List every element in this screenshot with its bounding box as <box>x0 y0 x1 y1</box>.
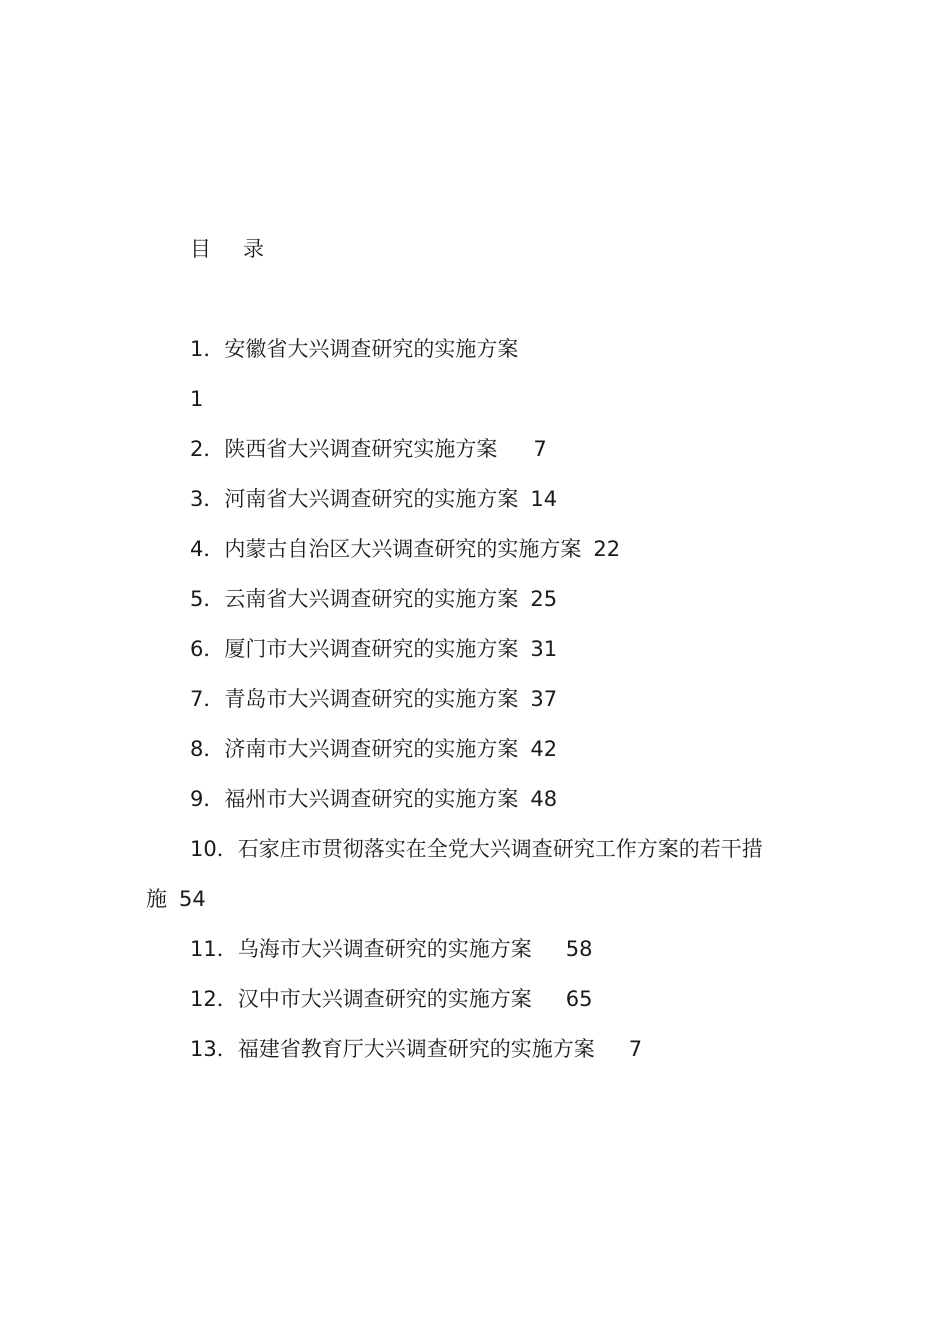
toc-entry-1[interactable] <box>190 334 518 364</box>
toc-entry-page: 25 <box>530 587 558 611</box>
toc-entry-page: 58 <box>565 937 593 961</box>
toc-entry-number: 8． <box>190 737 225 761</box>
toc-entry-title: 青岛市大兴调查研究的实施方案 <box>224 687 519 711</box>
toc-entry-page: 7 <box>628 1037 643 1061</box>
toc-entry-page: 14 <box>530 487 558 511</box>
toc-entry-number: 4． <box>190 537 225 561</box>
toc-entry-page: 1 <box>190 387 204 411</box>
toc-entry-title: 汉中市大兴调查研究的实施方案 <box>237 987 532 1011</box>
toc-entry-title: 安徽省大兴调查研究的实施方案 <box>224 337 519 361</box>
toc-entry-title: 福州市大兴调查研究的实施方案 <box>224 787 519 811</box>
toc-heading-left: 目 <box>190 237 211 261</box>
toc-entry-title: 福建省教育厅大兴调查研究的实施方案 <box>237 1037 595 1061</box>
toc-entry-number: 10． <box>190 837 238 861</box>
toc-entry-title: 内蒙古自治区大兴调查研究的实施方案 <box>224 537 582 561</box>
toc-entry-1-page[interactable] <box>190 384 203 414</box>
toc-entry-title: 云南省大兴调查研究的实施方案 <box>224 587 519 611</box>
toc-entry-page: 48 <box>530 787 558 811</box>
toc-entry-5[interactable] <box>190 584 557 614</box>
toc-entry-number: 13． <box>190 1037 238 1061</box>
toc-entry-page: 65 <box>565 987 593 1011</box>
toc-entry-8[interactable] <box>190 734 557 764</box>
toc-entry-title: 济南市大兴调查研究的实施方案 <box>224 737 519 761</box>
toc-entry-10[interactable] <box>190 834 763 864</box>
toc-entry-number: 2． <box>190 437 225 461</box>
toc-entry-page: 42 <box>530 737 558 761</box>
toc-entry-number: 12． <box>190 987 238 1011</box>
toc-entry-4[interactable] <box>190 534 620 564</box>
toc-entry-page: 54 <box>179 887 206 911</box>
toc-heading-right: 录 <box>243 237 264 261</box>
toc-entry-page: 7 <box>533 437 547 461</box>
toc-entry-7[interactable] <box>190 684 557 714</box>
toc-entry-number: 6． <box>190 637 225 661</box>
toc-entry-13[interactable] <box>190 1034 642 1064</box>
toc-entry-11[interactable] <box>190 934 592 964</box>
toc-entry-title: 陕西省大兴调查研究实施方案 <box>224 437 498 461</box>
toc-entry-10-continued[interactable] <box>146 884 206 914</box>
toc-entry-title: 河南省大兴调查研究的实施方案 <box>224 487 519 511</box>
toc-entry-number: 9． <box>190 787 225 811</box>
toc-entry-page: 31 <box>530 637 558 661</box>
toc-entry-page: 22 <box>593 537 621 561</box>
toc-entry-number: 3． <box>190 487 225 511</box>
toc-entry-number: 7． <box>190 687 225 711</box>
toc-entry-3[interactable] <box>190 484 557 514</box>
toc-entry-2[interactable] <box>190 434 547 464</box>
toc-entry-title: 石家庄市贯彻落实在全党大兴调查研究工作方案的若干措 <box>237 837 763 861</box>
toc-entry-number: 1． <box>190 337 225 361</box>
toc-entry-9[interactable] <box>190 784 557 814</box>
toc-entry-number: 5． <box>190 587 225 611</box>
toc-entry-title: 乌海市大兴调查研究的实施方案 <box>237 937 532 961</box>
toc-entry-title-continued: 施 <box>146 887 167 911</box>
toc-entry-page: 37 <box>530 687 558 711</box>
toc-entry-title: 厦门市大兴调查研究的实施方案 <box>224 637 519 661</box>
toc-heading <box>190 234 264 264</box>
toc-entry-number: 11． <box>190 937 238 961</box>
toc-entry-12[interactable] <box>190 984 592 1014</box>
toc-entry-6[interactable] <box>190 634 557 664</box>
